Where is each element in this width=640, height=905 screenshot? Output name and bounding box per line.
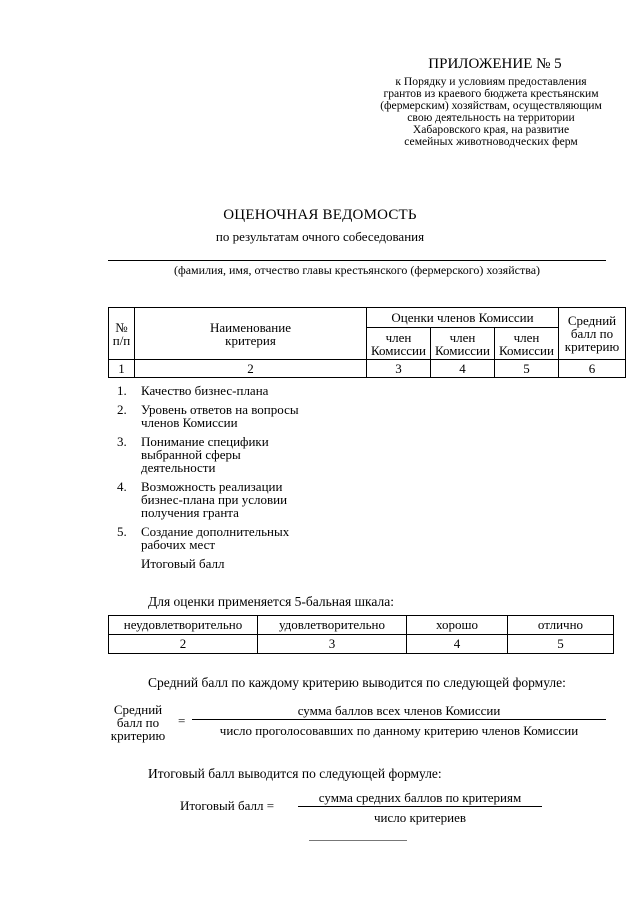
header-text: балл по bbox=[570, 326, 614, 341]
average-formula-left bbox=[108, 703, 168, 742]
header-text: Наименование bbox=[210, 319, 291, 335]
scale-label: отлично bbox=[508, 616, 614, 635]
criterion-number: 2. bbox=[117, 402, 127, 417]
criterion-text bbox=[141, 480, 351, 519]
table-row bbox=[109, 360, 626, 378]
evaluation-table bbox=[108, 307, 626, 378]
header-member-2 bbox=[431, 328, 495, 360]
header-text: № bbox=[115, 319, 128, 335]
document-subtitle: по результатам очного собеседования bbox=[215, 229, 425, 244]
fraction-bar bbox=[192, 719, 606, 720]
table-row bbox=[109, 616, 614, 635]
scale-value: 3 bbox=[258, 635, 407, 654]
average-formula-denominator: число проголосовавших по данному критерию членов Комиссии bbox=[219, 723, 579, 738]
header-text: Комиссии bbox=[435, 342, 490, 358]
average-formula-intro: Средний балл по каждому критерию выводится по следующей формуле: bbox=[148, 675, 566, 690]
total-formula-numerator: сумма средних баллов по критериям bbox=[318, 790, 522, 805]
total-score-label: Итоговый балл bbox=[141, 556, 225, 571]
list-item bbox=[117, 403, 351, 429]
criterion-line: бизнес-плана при условии bbox=[141, 492, 288, 507]
header-average-score bbox=[559, 308, 626, 360]
total-formula-intro: Итоговый балл выводится по следующей формуле: bbox=[148, 766, 442, 781]
criterion-line: Понимание специфики bbox=[141, 434, 269, 449]
header-number bbox=[109, 308, 135, 360]
annex-line: (фермерским) хозяйствам, осуществляющим bbox=[380, 99, 602, 112]
average-formula-numerator: сумма баллов всех членов Комиссии bbox=[297, 703, 501, 718]
criterion-text bbox=[141, 525, 351, 551]
document-title: ОЦЕНОЧНАЯ ВЕДОМОСТЬ bbox=[223, 207, 417, 223]
scale-label: неудовлетворительно bbox=[109, 616, 258, 635]
formula-text: Средний bbox=[113, 702, 163, 717]
index-cell: 6 bbox=[559, 360, 626, 378]
criterion-text bbox=[141, 403, 351, 429]
index-cell: 1 bbox=[109, 360, 135, 378]
scale-value: 5 bbox=[508, 635, 614, 654]
index-cell: 3 bbox=[367, 360, 431, 378]
criterion-number: 5. bbox=[117, 524, 127, 539]
scale-label: удовлетворительно bbox=[258, 616, 407, 635]
index-cell: 5 bbox=[495, 360, 559, 378]
list-item bbox=[117, 435, 351, 474]
header-text: Комиссии bbox=[371, 342, 426, 358]
name-fill-line bbox=[108, 260, 606, 261]
header-commission-scores: Оценки членов Комиссии bbox=[367, 308, 559, 328]
annex-title: ПРИЛОЖЕНИЕ № 5 bbox=[428, 56, 562, 72]
criterion-line: Качество бизнес-плана bbox=[141, 383, 269, 398]
name-caption: (фамилия, имя, отчество главы крестьянского (фермерского) хозяйства) bbox=[173, 263, 541, 277]
criterion-line: Возможность реализации bbox=[141, 479, 283, 494]
table-row bbox=[109, 635, 614, 654]
formula-text: балл по bbox=[116, 715, 160, 730]
total-formula-left: Итоговый балл = bbox=[180, 798, 275, 813]
annex-line: семейных животноводческих ферм bbox=[404, 135, 578, 148]
header-text: Комиссии bbox=[499, 342, 554, 358]
criteria-list bbox=[117, 384, 351, 570]
annex-line: к Порядку и условиям предоставления bbox=[395, 75, 587, 88]
header-text: критерия bbox=[225, 332, 276, 348]
header-member-1 bbox=[367, 328, 431, 360]
scale-value: 2 bbox=[109, 635, 258, 654]
total-formula-denominator: число критериев bbox=[373, 810, 467, 825]
criterion-text bbox=[141, 384, 351, 397]
scale-intro: Для оценки применяется 5-бальная шкала: bbox=[148, 594, 394, 609]
header-text: п/п bbox=[112, 332, 131, 348]
end-divider bbox=[309, 840, 407, 841]
index-cell: 2 bbox=[135, 360, 367, 378]
header-text: член bbox=[385, 329, 412, 345]
annex-line: грантов из краевого бюджета крестьянским bbox=[383, 87, 599, 100]
scale-table bbox=[108, 615, 614, 654]
criterion-line: Уровень ответов на вопросы bbox=[141, 402, 299, 417]
criterion-line: выбранной сферы bbox=[141, 447, 241, 462]
scale-label: хорошо bbox=[407, 616, 508, 635]
annex-reference bbox=[360, 76, 622, 148]
header-text: критерию bbox=[564, 339, 620, 354]
header-member-3 bbox=[495, 328, 559, 360]
criterion-line: Создание дополнительных bbox=[141, 524, 290, 539]
criterion-line: получения гранта bbox=[141, 505, 239, 520]
annex-line: Хабаровского края, на развитие bbox=[412, 123, 570, 136]
formula-text: критерию bbox=[110, 728, 166, 743]
header-criterion-name bbox=[135, 308, 367, 360]
list-item bbox=[117, 384, 351, 397]
criterion-text bbox=[141, 435, 351, 474]
header-text: Средний bbox=[567, 313, 617, 328]
fraction-bar bbox=[298, 806, 542, 807]
criterion-line: деятельности bbox=[141, 460, 216, 475]
criterion-number: 1. bbox=[117, 383, 127, 398]
list-item bbox=[117, 525, 351, 551]
index-cell: 4 bbox=[431, 360, 495, 378]
criterion-number: 4. bbox=[117, 479, 127, 494]
header-text: член bbox=[449, 329, 476, 345]
list-item bbox=[117, 480, 351, 519]
equals-sign: = bbox=[178, 713, 186, 728]
criterion-line: рабочих мест bbox=[141, 537, 216, 552]
header-text: член bbox=[513, 329, 540, 345]
scale-value: 4 bbox=[407, 635, 508, 654]
criterion-line: членов Комиссии bbox=[141, 415, 238, 430]
annex-line: свою деятельность на территории bbox=[407, 111, 575, 124]
criterion-number: 3. bbox=[117, 434, 127, 449]
